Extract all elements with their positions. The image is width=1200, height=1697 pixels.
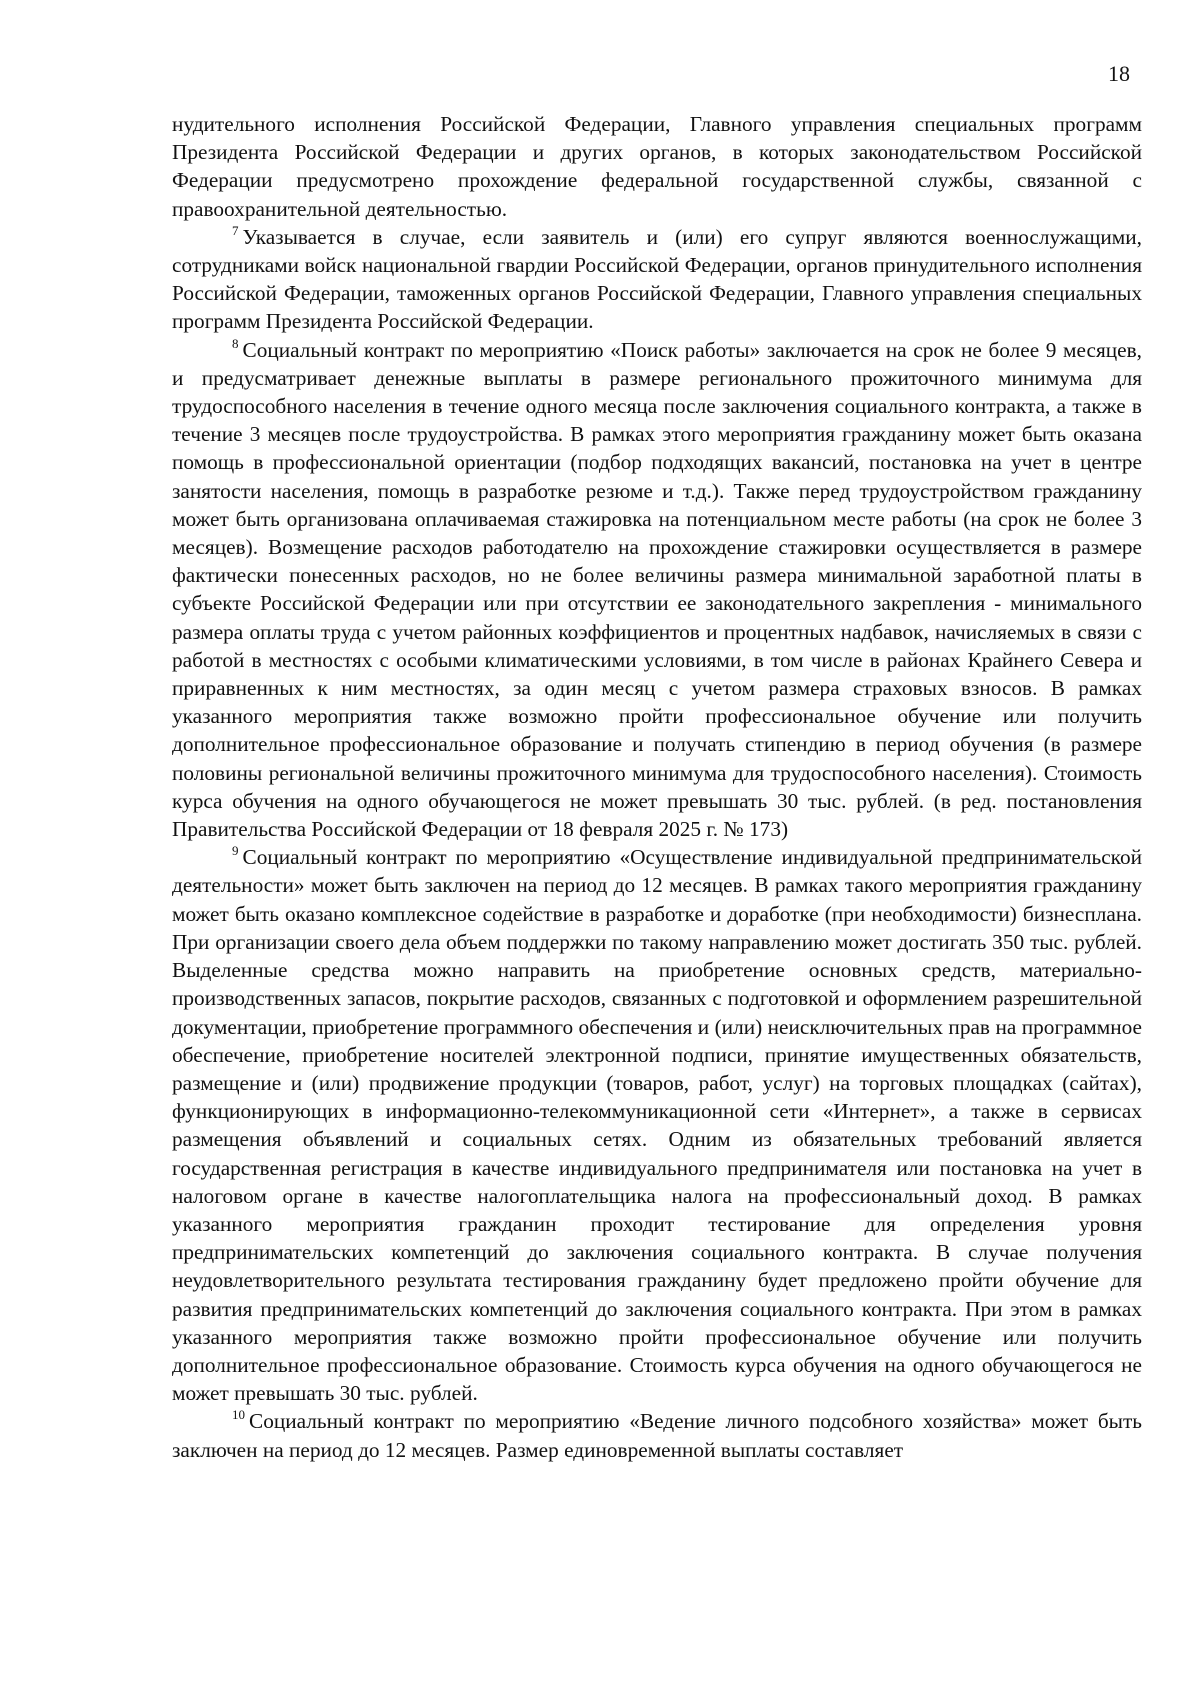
paragraph-text: Социальный контракт по мероприятию «Поиск работы» заключается на срок не более 9 месяцев, и предусматривает денежные выплаты в размере регионального прожиточного минимума для трудоспособного населения в течение одного месяца после заключения социального контракта, а также в течение 3 месяцев после трудоустройства. В рамках этого мероприятия гражданину может быть оказана помощь в профессиональной ориентации (подбор подходящих вакансий, постановка на учет в центре занятости населения, помощь в разработке резюме и т.д.). Также перед трудоустройством гражданину может быть организована оплачиваемая стажировка на потенциальном месте работы (на срок не более 3 месяцев). Возмещение расходов работодателю на прохождение стажировки осуществляется в размере фактически понесенных расходов, но не более величины размера минимальной заработной платы в субъекте Российской Федерации или при отсутствии ее законодательного закрепления - минимального размера оплаты труда с учетом районных коэффициентов и процентных надбавок, начисляемых в связи с работой в местностях с особыми климатическими условиями, в том числе в районах Крайнего Севера и приравненных к ним местностях, за один месяц с учетом размера страховых взносов. В рамках указанного мероприятия также возможно пройти профессиональное обучение или получить дополнительное профессиональное образование и получать стипендию в период обучения (в размере половины региональной величины прожиточного минимума для трудоспособного населения). Стоимость курса обучения на одного обучающегося не может превышать 30 тыс. рублей. (в ред. постановления Правительства Российской Федерации от 18 февраля 2025 г. № 173) (172, 337, 1142, 842)
paragraph-text: Социальный контракт по мероприятию «Осуществление индивидуальной предпринимательской деятельности» может быть заключен на период до 12 месяцев. В рамках такого мероприятия гражданину может быть оказано комплексное содействие в разработке и доработке (при необходимости) бизнесплана. При организации своего дела объем поддержки по такому направлению может достигать 350 тыс. рублей. Выделенные средства можно направить на приобретение основных средств, материально-производственных запасов, покрытие расходов, связанных с подготовкой и оформлением разрешительной документации, приобретение программного обеспечения и (или) неисключительных прав на программное обеспечение, приобретение носителей электронной подписи, принятие имущественных обязательств, размещение и (или) продвижение продукции (товаров, работ, услуг) на торговых площадках (сайтах), функционирующих в информационно-телекоммуникационной сети «Интернет», а также в сервисах размещения объявлений и социальных сетях. Одним из обязательных требований является государственная регистрация в качестве индивидуального предпринимателя или постановка на учет в налоговом органе в качестве налогоплательщика налога на профессиональный доход. В рамках указанного мероприятия гражданин проходит тестирование для определения уровня предпринимательских компетенций до заключения социального контракта. В случае получения неудовлетворительного результата тестирования гражданину будет предложено пройти обучение для развития предпринимательских компетенций до заключения социального контракта. При этом в рамках указанного мероприятия также возможно пройти профессиональное обучение или получить дополнительное профессиональное образование. Стоимость курса обучения на одного обучающегося не может превышать 30 тыс. рублей. (172, 845, 1142, 1406)
paragraph-text: Указывается в случае, если заявитель и (или) его супруг являются военнослужащими, сотрудниками войск национальной гвардии Российской Федерации, органов принудительного исполнения Российской Федерации, таможенных органов Российской Федерации, Главного управления специальных программ Президента Российской Федерации. (172, 224, 1142, 334)
footnote-marker: 10 (232, 1407, 245, 1423)
paragraph-text: Социальный контракт по мероприятию «Ведение личного подсобного хозяйства» может быть заключен на период до 12 месяцев. Размер единовременной выплаты составляет (172, 1409, 1142, 1462)
footnote-6-continuation (172, 110, 1142, 223)
footnote-8 (172, 336, 1142, 844)
footnote-marker: 8 (232, 335, 239, 351)
footnote-marker: 7 (232, 222, 239, 238)
footnote-9 (172, 843, 1142, 1407)
footnote-10 (172, 1407, 1142, 1463)
paragraph-text: нудительного исполнения Российской Федерации, Главного управления специальных программ Президента Российской Федерации и других органов, в которых законодательством Российской Федерации предусмотрено прохождение федеральной государственной службы, связанной с правоохранительной деятельностью. (172, 112, 1142, 221)
footnote-7 (172, 223, 1142, 336)
page-number: 18 (1108, 61, 1130, 86)
document-body (172, 110, 1142, 1464)
footnote-marker: 9 (232, 843, 239, 859)
